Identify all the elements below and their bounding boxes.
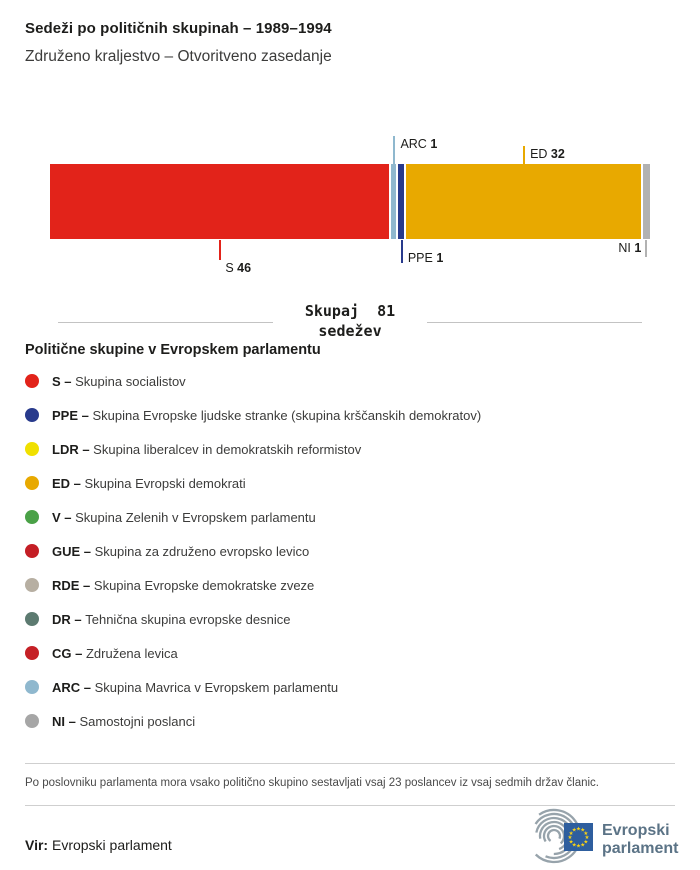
total-seats-line2: sedežev xyxy=(318,322,382,340)
svg-text:★: ★ xyxy=(567,835,573,841)
legend-dot-ED xyxy=(25,476,39,490)
bar-tick-PPE xyxy=(401,240,403,263)
bar-label-NI: NI 1 xyxy=(618,241,642,255)
legend-item-CG xyxy=(25,636,675,670)
legend-label-S: S – Skupina socialistov xyxy=(52,373,186,389)
page-subtitle: Združeno kraljestvo – Otvoritveno zasedanje xyxy=(25,48,332,65)
legend-label-NI: NI – Samostojni poslanci xyxy=(52,713,196,729)
bar-segment-NI[interactable] xyxy=(643,164,650,239)
total-divider-left xyxy=(58,322,273,323)
legend-dot-LDR xyxy=(25,442,39,456)
footnote-divider-top xyxy=(25,763,675,764)
legend-item-LDR xyxy=(25,432,675,466)
legend-dot-RDE xyxy=(25,578,39,592)
legend-label-ARC: ARC – Skupina Mavrica v Evropskem parlamentu xyxy=(52,679,339,695)
legend-label-LDR: LDR – Skupina liberalcev in demokratskih reformistov xyxy=(52,441,362,457)
legend-dot-CG xyxy=(25,646,39,660)
total-seats-line1: Skupaj 81 xyxy=(304,302,396,320)
bar-label-ED: ED 32 xyxy=(530,147,565,161)
bar-segment-S[interactable] xyxy=(50,164,389,239)
svg-text:★: ★ xyxy=(571,842,577,849)
svg-text:★: ★ xyxy=(568,830,574,837)
legend-dot-V xyxy=(25,510,39,524)
legend-label-GUE: GUE – Skupina za združeno evropsko levico xyxy=(52,543,310,559)
bar-label-S: S 46 xyxy=(225,261,252,275)
legend-item-DR xyxy=(25,602,675,636)
svg-text:★: ★ xyxy=(576,826,581,833)
svg-text:★: ★ xyxy=(583,839,589,846)
legend-heading: Politične skupine v Evropskem parlamentu xyxy=(25,342,321,358)
source-label: Vir: xyxy=(25,837,49,853)
bar-segment-PPE[interactable] xyxy=(398,164,403,239)
svg-text:★: ★ xyxy=(583,830,589,837)
svg-text:★: ★ xyxy=(568,839,574,846)
legend-dot-S xyxy=(25,374,39,388)
legend-item-NI xyxy=(25,704,675,738)
bar-tick-ARC xyxy=(393,136,395,164)
legend-item-ARC xyxy=(25,670,675,704)
page-title: Sedeži po političnih skupinah – 1989–1994 xyxy=(25,20,332,37)
legend-item-ED xyxy=(25,466,675,500)
bar-segment-ED[interactable] xyxy=(406,164,641,239)
logo-text-line2: parlament xyxy=(602,840,679,857)
svg-text:★: ★ xyxy=(584,835,590,841)
legend-label-ED: ED – Skupina Evropski demokrati xyxy=(52,475,246,491)
legend-dot-GUE xyxy=(25,544,39,558)
svg-text:★: ★ xyxy=(580,827,586,834)
svg-text:★: ★ xyxy=(576,843,581,850)
legend-item-S xyxy=(25,364,675,398)
bar-label-ARC: ARC 1 xyxy=(400,137,438,151)
svg-text:★: ★ xyxy=(580,842,586,849)
legend-item-V xyxy=(25,500,675,534)
legend-item-PPE xyxy=(25,398,675,432)
bar-segment-ARC[interactable] xyxy=(391,164,396,239)
legend-item-GUE xyxy=(25,534,675,568)
legend-label-V: V – Skupina Zelenih v Evropskem parlamentu xyxy=(52,509,316,525)
logo-text-line1: Evropski xyxy=(602,822,670,839)
bar-tick-ED xyxy=(523,146,525,164)
legend-dot-NI xyxy=(25,714,39,728)
legend-label-PPE: PPE – Skupina Evropske ljudske stranke (skupina krščanskih demokratov) xyxy=(52,407,482,423)
total-seats-label xyxy=(258,301,442,341)
bar-label-PPE: PPE 1 xyxy=(407,251,444,265)
source-value: Evropski parlament xyxy=(51,837,172,853)
legend-label-DR: DR – Tehnična skupina evropske desnice xyxy=(52,611,291,627)
stacked-seat-bar-chart xyxy=(0,0,700,300)
legend-dot-DR xyxy=(25,612,39,626)
bar-tick-S xyxy=(219,240,221,260)
legend-item-RDE xyxy=(25,568,675,602)
legend-dot-PPE xyxy=(25,408,39,422)
legend-list xyxy=(25,364,675,738)
legend-label-RDE: RDE – Skupina Evropske demokratske zveze xyxy=(52,577,315,593)
legend-dot-ARC xyxy=(25,680,39,694)
legend-label-CG: CG – Združena levica xyxy=(52,645,178,661)
svg-text:★: ★ xyxy=(571,827,577,834)
european-parliament-logo xyxy=(526,806,686,864)
bar-tick-NI xyxy=(645,240,647,257)
source-line xyxy=(25,837,172,853)
total-divider-right xyxy=(427,322,642,323)
footnote: Po poslovniku parlamenta mora vsako politično skupino sestavljati vsaj 23 poslancev iz vsaj sedmih držav članic. xyxy=(25,777,600,789)
